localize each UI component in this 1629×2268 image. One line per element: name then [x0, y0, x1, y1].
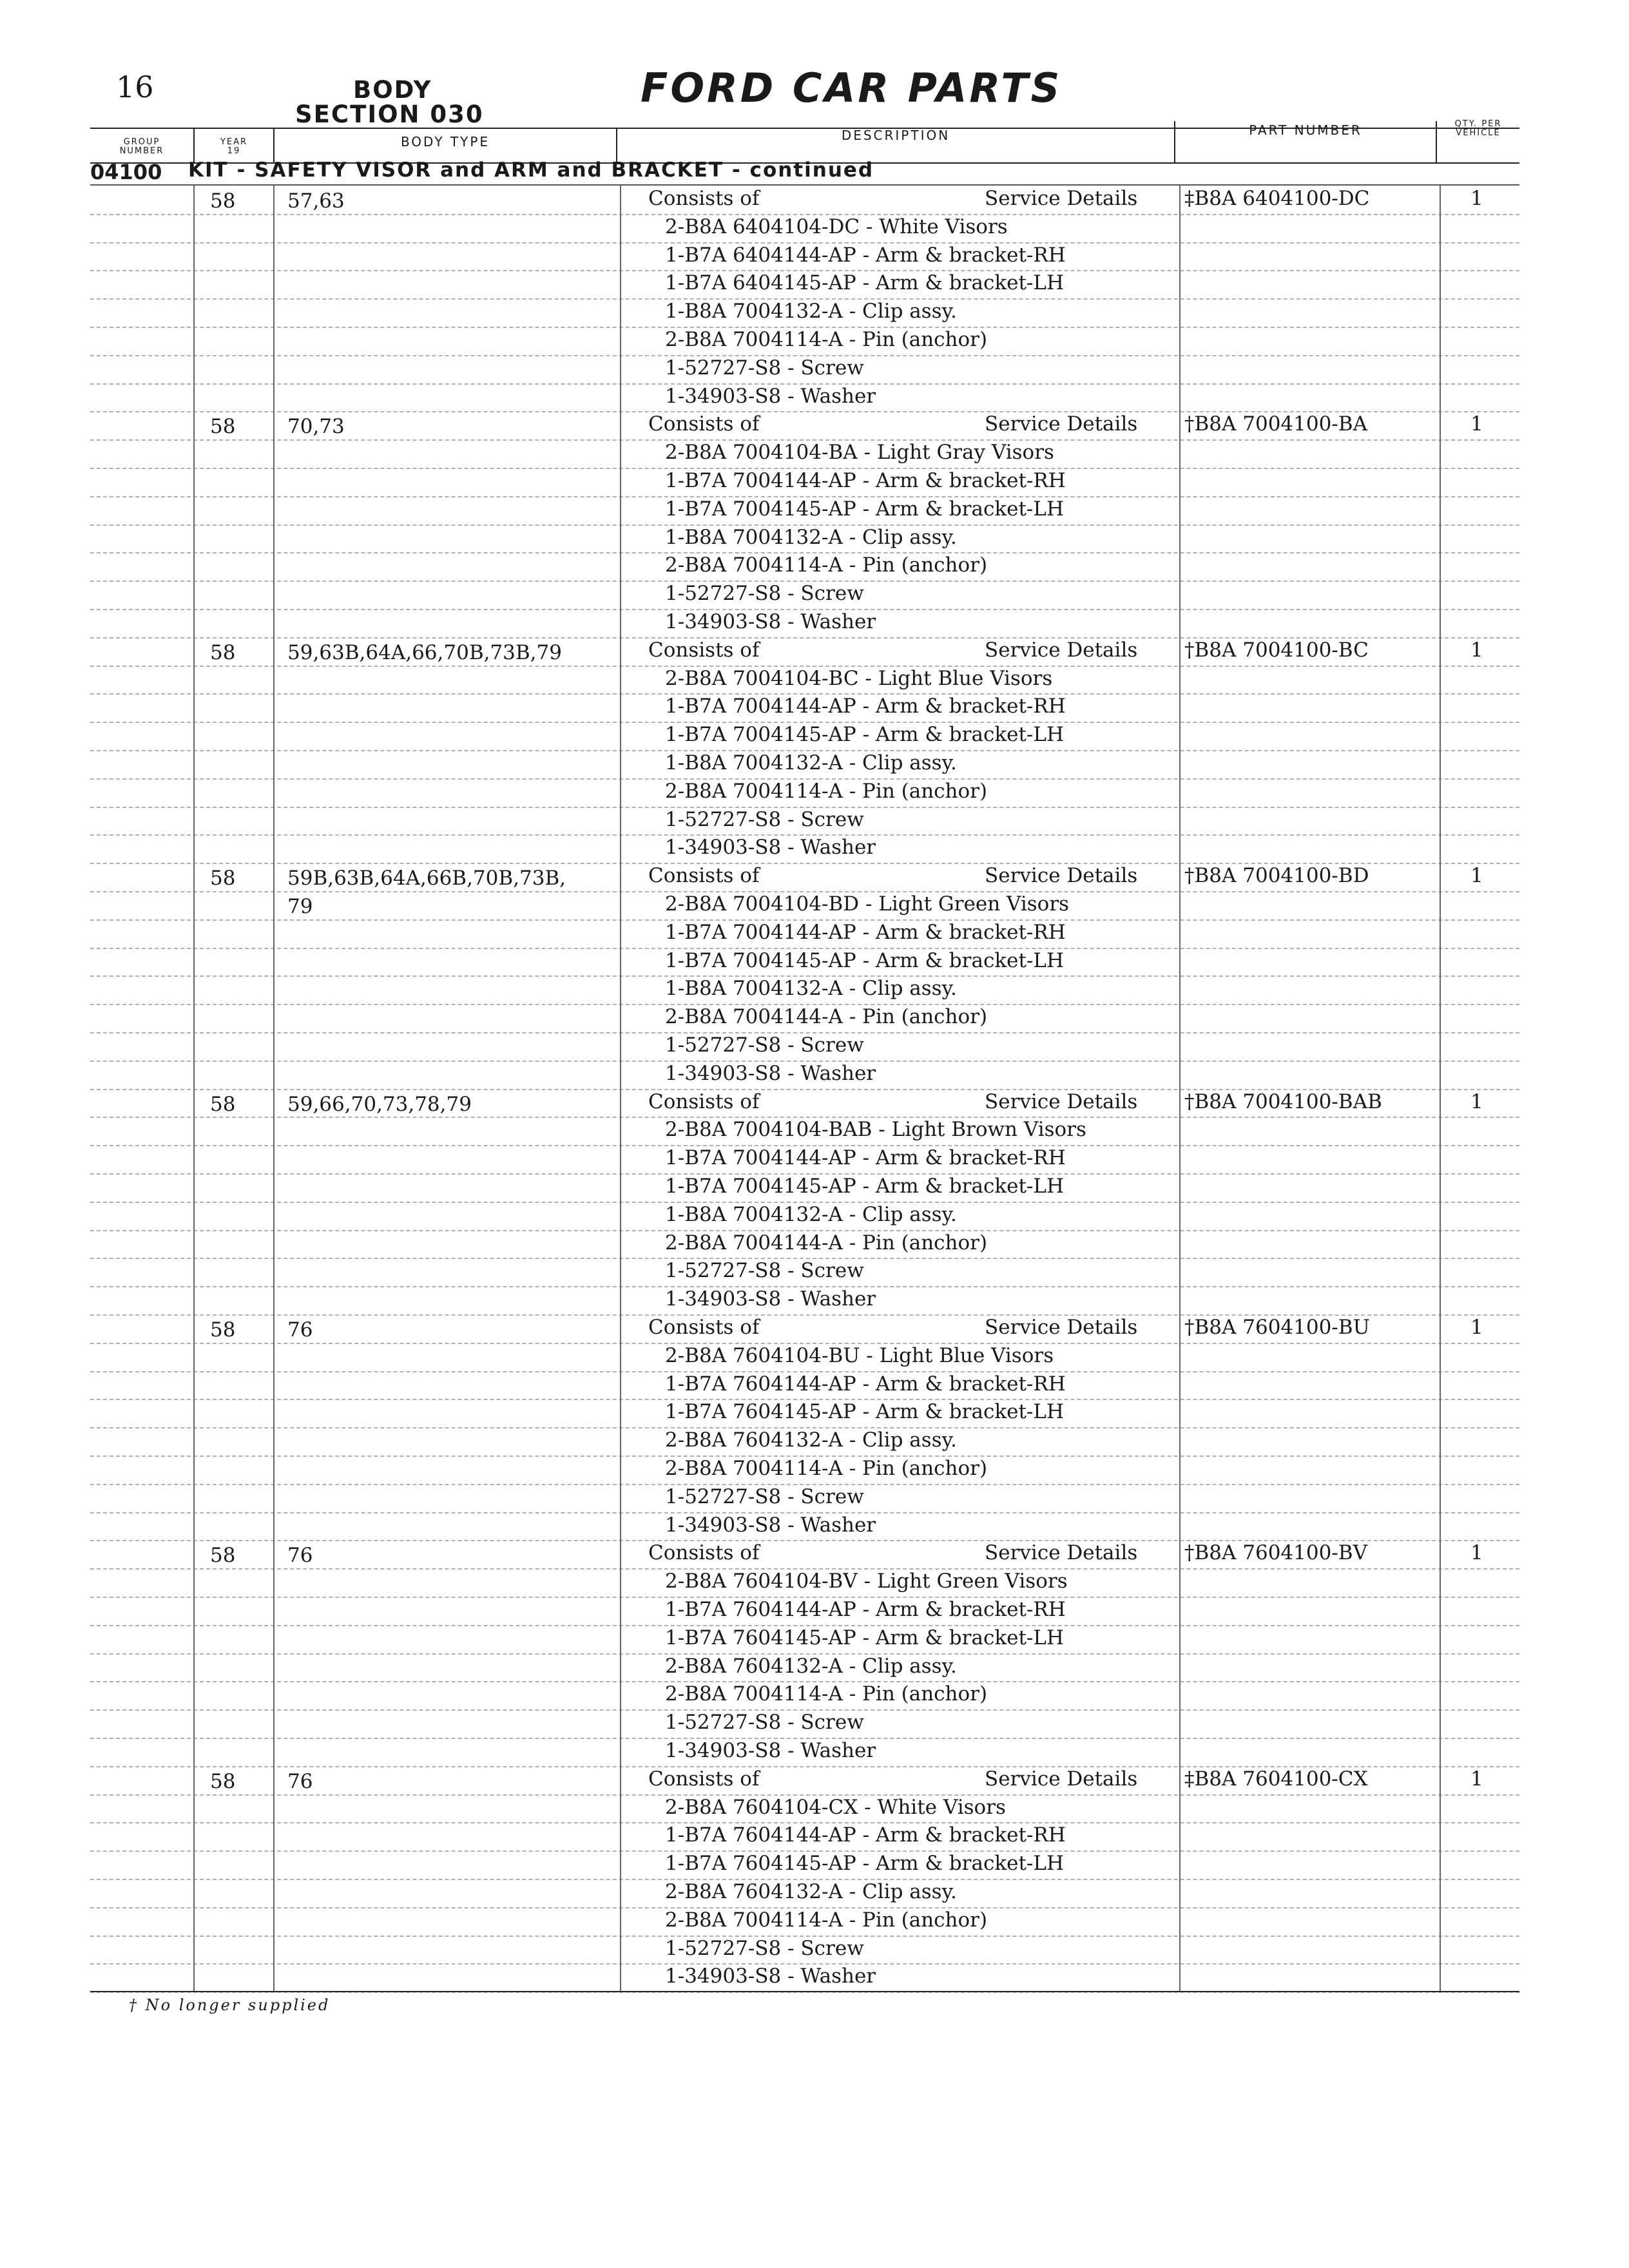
kit-part-number: †B8A 7004100-BAB: [1184, 1090, 1382, 1113]
kit-consists-of: Consists of: [648, 864, 760, 888]
row-rule: [90, 1456, 1519, 1457]
kit-consists-of: Consists of: [648, 187, 760, 210]
row-rule: [90, 750, 1519, 751]
kit-service-details: Service Details: [985, 1767, 1138, 1791]
kit-component: 1-34903-S8 - Washer: [665, 1513, 876, 1537]
group-number: 04100: [90, 160, 162, 184]
kit-year: 58: [210, 1092, 236, 1116]
kit-part-number: †B8A 7604100-BU: [1184, 1316, 1370, 1339]
kit-component: 1-B8A 7004132-A - Clip assy.: [665, 751, 957, 774]
kit-qty: 1: [1470, 1541, 1483, 1565]
kit-year: 58: [210, 640, 236, 664]
kit-component: 1-B7A 6404145-AP - Arm & bracket-LH: [665, 271, 1065, 295]
row-rule: [90, 1625, 1519, 1626]
kit-component: 1-B8A 7004132-A - Clip assy.: [665, 977, 957, 1001]
group-rule: [90, 184, 1519, 186]
kit-part-number: ‡B8A 6404100-DC: [1184, 187, 1370, 210]
row-rule: [90, 242, 1519, 244]
row-rule: [90, 1709, 1519, 1711]
kit-component: 1-B8A 7004132-A - Clip assy.: [665, 300, 957, 323]
row-rule: [90, 1230, 1519, 1231]
kit-part-number: †B8A 7004100-BA: [1184, 412, 1367, 436]
row-rule: [90, 439, 1519, 441]
row-rule: [90, 383, 1519, 385]
row-rule: [90, 355, 1519, 356]
kit-consists-of: Consists of: [648, 1541, 760, 1565]
col-qty: [1437, 120, 1519, 138]
kit-qty: 1: [1470, 187, 1483, 210]
kit-body-type: 59B,63B,64A,66B,70B,73B,: [287, 867, 566, 890]
page-number: 16: [116, 70, 154, 104]
row-rule: [90, 270, 1519, 271]
kit-service-details: Service Details: [985, 1090, 1138, 1113]
header-separator: [1174, 121, 1175, 162]
col-qty-line2: VEHICLE: [1456, 128, 1501, 138]
kit-part-number: †B8A 7004100-BC: [1184, 638, 1369, 662]
kit-body-type: 76: [287, 1769, 313, 1793]
kit-component: 1-B7A 7004144-AP - Arm & bracket-RH: [665, 469, 1066, 492]
kit-consists-of: Consists of: [648, 1316, 760, 1339]
kit-part-number: ‡B8A 7604100-CX: [1184, 1767, 1368, 1791]
col-description: DESCRIPTION: [841, 128, 950, 143]
row-rule: [90, 1794, 1519, 1796]
kit-component: 2-B8A 7004144-A - Pin (anchor): [665, 1005, 988, 1029]
kit-component: 1-34903-S8 - Washer: [665, 1061, 876, 1085]
col-part-number: PART NUMBER: [1249, 122, 1362, 138]
row-rule: [90, 778, 1519, 780]
kit-year: 58: [210, 1769, 236, 1793]
kit-component: 2-B8A 7004114-A - Pin (anchor): [665, 328, 988, 351]
footnote: † No longer supplied: [129, 1996, 331, 2014]
row-rule: [90, 1963, 1519, 1965]
row-rule: [90, 298, 1519, 300]
row-rule: [90, 1738, 1519, 1739]
row-rule: [90, 891, 1519, 892]
kit-component: 1-B7A 7004145-AP - Arm & bracket-LH: [665, 497, 1065, 521]
row-rule: [90, 919, 1519, 921]
row-rule: [90, 214, 1519, 215]
row-rule: [90, 1173, 1519, 1175]
kit-component: 2-B8A 7004104-BA - Light Gray Visors: [665, 441, 1054, 465]
row-rule: [90, 1681, 1519, 1682]
kit-component: 1-52727-S8 - Screw: [665, 1711, 864, 1735]
kit-qty: 1: [1470, 638, 1483, 662]
table-bottom-rule: [90, 1991, 1519, 1992]
section-title: SECTION 030: [295, 101, 484, 128]
kit-component: 2-B8A 7604104-CX - White Visors: [665, 1795, 1006, 1819]
row-rule: [90, 1032, 1519, 1033]
kit-component: 2-B8A 7604104-BV - Light Green Visors: [665, 1570, 1068, 1593]
kit-consists-of: Consists of: [648, 638, 760, 662]
kit-component: 1-34903-S8 - Washer: [665, 1965, 876, 1988]
row-rule: [90, 468, 1519, 469]
row-rule: [90, 552, 1519, 553]
kit-body-type: 70,73: [287, 415, 345, 439]
kit-component: 1-52727-S8 - Screw: [665, 807, 864, 831]
header-separator: [616, 129, 617, 162]
kit-component: 1-52727-S8 - Screw: [665, 1485, 864, 1508]
kit-component: 1-B7A 7004145-AP - Arm & bracket-LH: [665, 723, 1065, 747]
row-rule: [90, 1117, 1519, 1118]
kit-component: 1-B7A 7604144-AP - Arm & bracket-RH: [665, 1372, 1066, 1396]
row-rule: [90, 496, 1519, 497]
kit-qty: 1: [1470, 1090, 1483, 1113]
kit-component: 1-34903-S8 - Washer: [665, 836, 876, 860]
kit-consists-of: Consists of: [648, 412, 760, 436]
row-rule: [90, 1145, 1519, 1146]
col-year: [195, 138, 273, 156]
kit-consists-of: Consists of: [648, 1090, 760, 1113]
kit-body-type: 59,66,70,73,78,79: [287, 1092, 472, 1116]
col-body-type: BODY TYPE: [400, 134, 490, 149]
kit-year: 58: [210, 1544, 236, 1568]
row-rule: [90, 1936, 1519, 1937]
kit-service-details: Service Details: [985, 412, 1138, 436]
kit-component: 1-B7A 7604144-AP - Arm & bracket-RH: [665, 1598, 1066, 1621]
col-rule-qty: [1440, 186, 1441, 1991]
row-rule: [90, 524, 1519, 526]
kit-year: 58: [210, 1318, 236, 1341]
row-rule: [90, 1258, 1519, 1259]
kit-component: 2-B8A 7004144-A - Pin (anchor): [665, 1231, 988, 1254]
col-group-number-line2: NUMBER: [119, 146, 164, 156]
row-rule: [90, 1850, 1519, 1852]
header-separator: [1436, 121, 1437, 162]
kit-component: 2-B8A 7004104-BC - Light Blue Visors: [665, 666, 1053, 690]
kit-component: 1-B7A 7604145-AP - Arm & bracket-LH: [665, 1852, 1065, 1876]
kit-qty: 1: [1470, 1316, 1483, 1339]
row-rule: [90, 834, 1519, 836]
kit-service-details: Service Details: [985, 1316, 1138, 1339]
kit-year: 58: [210, 415, 236, 439]
kit-component: 2-B8A 6404104-DC - White Visors: [665, 215, 1008, 238]
col-qty-line1: QTY. PER: [1454, 119, 1502, 129]
row-rule: [90, 807, 1519, 808]
kit-component: 1-52727-S8 - Screw: [665, 1936, 864, 1960]
kit-component: 1-52727-S8 - Screw: [665, 582, 864, 606]
kit-component: 1-B7A 7004144-AP - Arm & bracket-RH: [665, 1146, 1066, 1170]
kit-qty: 1: [1470, 864, 1483, 888]
kit-component: 1-34903-S8 - Washer: [665, 384, 876, 408]
row-rule: [90, 1286, 1519, 1287]
kit-qty: 1: [1470, 412, 1483, 436]
kit-component: 2-B8A 7004114-A - Pin (anchor): [665, 1682, 988, 1706]
kit-component: 1-52727-S8 - Screw: [665, 356, 864, 380]
kit-component: 1-B7A 7004144-AP - Arm & bracket-RH: [665, 695, 1066, 718]
kit-component: 1-B8A 7004132-A - Clip assy.: [665, 1202, 957, 1226]
row-rule: [90, 975, 1519, 977]
col-group-number: [90, 138, 193, 156]
col-group-number-line1: GROUP: [123, 137, 160, 147]
kit-component: 2-B8A 7004114-A - Pin (anchor): [665, 1457, 988, 1480]
kit-part-number: †B8A 7004100-BD: [1184, 864, 1369, 888]
kit-component: 1-B7A 7604145-AP - Arm & bracket-LH: [665, 1400, 1065, 1424]
kit-service-details: Service Details: [985, 1541, 1138, 1565]
row-rule: [90, 1004, 1519, 1005]
kit-component: 2-B8A 7604104-BU - Light Blue Visors: [665, 1343, 1054, 1367]
kit-component: 1-B7A 6404144-AP - Arm & bracket-RH: [665, 243, 1066, 267]
kit-year: 58: [210, 867, 236, 890]
row-rule: [90, 1907, 1519, 1908]
kit-component: 2-B8A 7604132-A - Clip assy.: [665, 1880, 957, 1903]
kit-body-type: 57,63: [287, 189, 345, 213]
col-rule-body-type: [273, 186, 275, 1991]
row-rule: [90, 581, 1519, 582]
kit-service-details: Service Details: [985, 187, 1138, 210]
kit-component: 2-B8A 7604132-A - Clip assy.: [665, 1428, 957, 1452]
row-rule: [90, 1343, 1519, 1344]
kit-component: 1-34903-S8 - Washer: [665, 1739, 876, 1762]
kit-component: 2-B8A 7004114-A - Pin (anchor): [665, 1908, 988, 1932]
row-rule: [90, 693, 1519, 695]
row-rule: [90, 327, 1519, 328]
row-rule: [90, 1879, 1519, 1880]
header-separator: [193, 129, 195, 162]
kit-service-details: Service Details: [985, 638, 1138, 662]
col-year-line1: YEAR: [220, 137, 248, 147]
kit-consists-of: Consists of: [648, 1767, 760, 1791]
col-rule-year: [193, 186, 195, 1991]
kit-component: 1-B8A 7004132-A - Clip assy.: [665, 525, 957, 549]
kit-body-type: 76: [287, 1318, 313, 1341]
kit-body-type: 79: [287, 895, 313, 918]
kit-service-details: Service Details: [985, 864, 1138, 888]
row-rule: [90, 666, 1519, 667]
col-year-line2: 19: [227, 146, 241, 156]
kit-component: 1-B7A 7004144-AP - Arm & bracket-RH: [665, 920, 1066, 944]
kit-component: 1-B7A 7604145-AP - Arm & bracket-LH: [665, 1626, 1065, 1649]
row-rule: [90, 1568, 1519, 1570]
kit-component: 1-52727-S8 - Screw: [665, 1259, 864, 1283]
kit-year: 58: [210, 189, 236, 213]
col-rule-part-number: [1179, 186, 1181, 1991]
kit-component: 1-52727-S8 - Screw: [665, 1033, 864, 1057]
kit-component: 1-34903-S8 - Washer: [665, 1287, 876, 1311]
row-rule: [90, 609, 1519, 610]
row-rule: [90, 1512, 1519, 1514]
kit-part-number: †B8A 7604100-BV: [1184, 1541, 1367, 1565]
kit-component: 2-B8A 7604132-A - Clip assy.: [665, 1654, 957, 1678]
row-rule: [90, 1061, 1519, 1062]
kit-component: 1-34903-S8 - Washer: [665, 610, 876, 633]
kit-component: 1-B7A 7004145-AP - Arm & bracket-LH: [665, 1175, 1065, 1198]
group-title: KIT - SAFETY VISOR and ARM and BRACKET - continued: [188, 159, 874, 182]
row-rule: [90, 1427, 1519, 1428]
col-rule-description: [620, 186, 621, 1991]
row-rule: [90, 1202, 1519, 1203]
brand-title: FORD CAR PARTS: [641, 64, 1063, 111]
kit-component: 2-B8A 7004104-BAB - Light Brown Visors: [665, 1118, 1086, 1142]
row-rule: [90, 1822, 1519, 1823]
row-rule: [90, 1371, 1519, 1372]
row-rule: [90, 722, 1519, 723]
header-separator: [273, 129, 275, 162]
kit-qty: 1: [1470, 1767, 1483, 1791]
row-rule: [90, 948, 1519, 949]
row-rule: [90, 1484, 1519, 1485]
kit-component: 2-B8A 7004104-BD - Light Green Visors: [665, 892, 1070, 916]
kit-body-type: 59,63B,64A,66,70B,73B,79: [287, 640, 562, 664]
row-rule: [90, 1597, 1519, 1598]
row-rule: [90, 1653, 1519, 1655]
kit-component: 1-B7A 7004145-AP - Arm & bracket-LH: [665, 948, 1065, 972]
kit-component: 1-B7A 7604144-AP - Arm & bracket-RH: [665, 1823, 1066, 1847]
row-rule: [90, 1399, 1519, 1400]
kit-body-type: 76: [287, 1544, 313, 1568]
kit-component: 2-B8A 7004114-A - Pin (anchor): [665, 779, 988, 803]
body-title: BODY: [353, 76, 432, 104]
kit-component: 2-B8A 7004114-A - Pin (anchor): [665, 553, 988, 577]
